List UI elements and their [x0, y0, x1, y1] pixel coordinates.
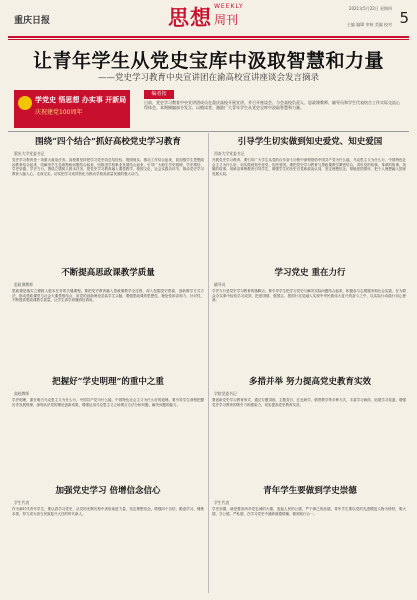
article-title: 把握好“学史明理”的重中之重 — [52, 377, 164, 387]
main-headline: 让青年学生从党史宝库中汲取智慧和力量 — [32, 50, 384, 72]
section-divider — [8, 131, 409, 132]
article-byline: 辅导员 — [214, 282, 226, 287]
article-title: 多措并举 努力提高党史教育实效 — [249, 377, 371, 387]
article-title: 学习党史 重在力行 — [274, 268, 346, 278]
article-body: 学史明理，重在明白马克思主义为什么行、中国共产党为什么能、中国特色社会主义为什么好的道理。要引导学生深刻把握历史发展规律，深刻认识党的理论创新成果，增强运用马克思主义立场观点方法分析问题、解决问题的能力。 — [12, 398, 204, 407]
masthead-rule — [8, 36, 409, 38]
logo-anniversary: 庆祝建党100周年 — [35, 109, 83, 116]
article-title: 引导学生切实做到知史爱党、知史爱国 — [237, 137, 383, 147]
page-number: 5 — [399, 9, 409, 27]
article-title: 加强党史学习 倍增信念信心 — [55, 486, 161, 496]
article-body: 要创新党史学习教育形式，通过专题讲座、主题党日、红色研学、情景教学等多种方式，丰富学习载体，拓展学习渠道，增强党史学习教育的吸引力和感染力，切实提高党史教育实效。 — [212, 398, 406, 407]
article-byline: 学生代表 — [214, 500, 230, 505]
article-byline: 西南大学党委书记 — [214, 151, 245, 156]
logo-slogan: 学党史 悟思想 办实事 开新局 — [35, 96, 127, 104]
section-zhoukan-label: 周刊 — [214, 13, 239, 27]
issue-info: 2021年5月22日 星期四 — [348, 6, 392, 11]
article-title: 不断提高思政课教学质量 — [61, 268, 155, 278]
article-body: 作为新时代青年学生，要认真学习党史，从党的光辉历程中汲取前进力量，坚定理想信念，增强四个自信，勤奋学习、锤炼本领，努力成为担当民族复兴大任的时代新人。 — [12, 507, 204, 516]
campaign-logo — [14, 90, 130, 128]
article-byline: 思政课教师 — [14, 282, 33, 287]
article-body: 党史学习教育是一项重大政治任务。高校要坚持把学习党史同总结经验、观照现实、推动工作结合起来，同加强学生思想政治教育结合起来，同解决学生急难愁盼问题结合起来，同推进学校事业发展结合起来，引导广大师生学史明理、学史增信、学史崇德、学史力行。围绕立德树人根本任务，把党史学习教育融入课堂教学、校园文化、社会实践各环节，推动党史学习教育入脑入心、走深走实，切实把学习成效转化为推动学校高质量发展的强大动力。 — [12, 158, 204, 176]
article-title: 围绕“四个结合”抓好高校党史学习教育 — [35, 137, 181, 147]
paper-name: 重庆日报 — [14, 16, 51, 26]
section-weekly-label: WEEKLY — [214, 3, 244, 10]
section-title: 思想 — [168, 5, 212, 30]
masthead-rule-thin — [8, 39, 409, 40]
article-body: 思政课是落实立德树人根本任务的关键课程。要把党史教育融入思政课教学全过程，深入挖掘党史资源，创新教学方式方法，推动思政课堂与社会大课堂相结合，用党的创新理论武装学生头脑，增强思政课的思想性、理论性和亲和力、针对性，不断提高思政课教学质量，让学生真学真懂真信真用。 — [12, 289, 204, 302]
article-byline: 高校教师 — [14, 391, 30, 396]
article-body: 开展党史学习教育，要引导广大学生从党的百年奋斗历程中深刻领悟中国共产党为什么能、马克思主义为什么行、中国特色社会主义为什么好，切实做到知史爱党、知史爱国。要把党史学习教育与思政课教学紧密结合，讲好党的故事、革命的故事、英雄的故事，用鲜活事例教育引导学生，增强学生的历史自觉和政治认同，坚定理想信念，厚植爱国情怀，把个人理想融入国家发展大局。 — [212, 158, 406, 176]
masthead — [0, 0, 417, 40]
editor-note-text: 日前，党史学习教育中央宣讲团成员在重庆高校开展宣讲，并召开座谈会。与会高校负责人、思政课教师、辅导员和学生代表结合工作实际交流心得体会，本期摘编部分发言，以飨读者，激励广大青年学生从党史宝库中汲取智慧和力量。 — [144, 100, 400, 110]
article-byline: 学院党委书记 — [214, 391, 237, 396]
article-body: 学史崇德，就是要崇尚对党忠诚的大德、造福人民的公德、严于律己的品德。青年学生要以党的先进模范人物为榜样，明大德、守公德、严私德，在学习党史中涵养道德情操，做到知行合一。 — [212, 507, 406, 516]
column-divider — [208, 133, 209, 593]
article-body: 学史力行是党史学习教育的落脚点。要引导学生把学习党史与解决实际问题结合起来，积极参与志愿服务和社会实践，在为群众办实事中检验学习成效，把爱国情、强国志、报国行自觉融入实现中华民族伟大复兴的奋斗之中，以实际行动践行初心使命。 — [212, 289, 406, 302]
editor-note-tag: 编者按 — [144, 90, 174, 99]
editor-credits: 主编 编辑 审核 美编 校对 — [346, 22, 392, 27]
article-title: 青年学生要做到学史崇德 — [263, 486, 357, 496]
article-byline: 学生代表 — [14, 500, 30, 505]
party-emblem-icon — [18, 96, 32, 110]
article-byline: 重庆大学党委书记 — [14, 151, 45, 156]
main-subhead: ——党史学习教育中央宣讲团在渝高校宣讲座谈会发言摘录 — [97, 73, 319, 83]
